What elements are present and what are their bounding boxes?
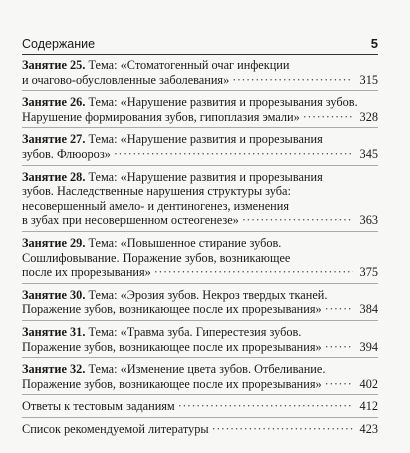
header-rule bbox=[22, 54, 378, 55]
toc-entry bbox=[22, 399, 378, 414]
toc-page-number: 423 bbox=[359, 421, 378, 436]
toc-entry-line bbox=[22, 325, 378, 340]
entry-divider bbox=[22, 357, 378, 358]
toc-entry-text: Тема: «Нарушение развития и прорезывания зубов. bbox=[88, 95, 358, 110]
toc-entry-line bbox=[22, 399, 378, 414]
toc-entry bbox=[22, 236, 378, 280]
lesson-label: Занятие 26. bbox=[22, 95, 86, 110]
toc-entry-line bbox=[22, 302, 378, 317]
toc-entry-line bbox=[22, 110, 378, 125]
toc-entry-text: Список рекомендуемой литературы bbox=[22, 421, 209, 436]
toc-entry-text: в зубах при несовершенном остеогенезе» bbox=[22, 213, 239, 228]
toc-entry bbox=[22, 325, 378, 354]
toc-page-number: 363 bbox=[359, 213, 378, 228]
toc-entry-line bbox=[22, 340, 378, 355]
toc-entry-line bbox=[22, 58, 378, 73]
toc-entry-text: зубов. Флюороз» bbox=[22, 146, 111, 161]
entry-divider bbox=[22, 127, 378, 128]
toc-entry-text: Ответы к тестовым заданиям bbox=[22, 399, 175, 414]
leader-dots bbox=[303, 110, 353, 125]
toc-entry-text: после их прорезывания» bbox=[22, 265, 151, 280]
leader-dots bbox=[325, 377, 353, 392]
entry-divider bbox=[22, 231, 378, 232]
toc-entry-line bbox=[22, 184, 378, 199]
toc-entry-line bbox=[22, 422, 378, 437]
toc-entry bbox=[22, 95, 378, 124]
toc-entry-text: Тема: «Изменение цвета зубов. Отбеливание. bbox=[88, 362, 326, 377]
lesson-label: Занятие 29. bbox=[22, 235, 86, 250]
toc-entry-line bbox=[22, 362, 378, 377]
toc-entry bbox=[22, 362, 378, 391]
toc-entry bbox=[22, 132, 378, 161]
toc-page-number: 315 bbox=[359, 72, 378, 87]
toc-page-number: 375 bbox=[359, 265, 378, 280]
toc-entry-text: Поражение зубов, возникающее после их прорезывания» bbox=[22, 376, 322, 391]
toc-entry-text: Нарушение формирования зубов, гипоплазия эмали» bbox=[22, 109, 300, 124]
leader-dots bbox=[232, 73, 353, 88]
toc-entry bbox=[22, 170, 378, 228]
lesson-label: Занятие 28. bbox=[22, 169, 86, 184]
toc-entry bbox=[22, 288, 378, 317]
toc-entry-text: зубов. Наследственные нарушения структуры зуба: bbox=[22, 184, 291, 199]
toc-entry-line bbox=[22, 251, 378, 266]
toc-entry-text: Тема: «Нарушение развития и прорезывания bbox=[88, 169, 323, 184]
lesson-label: Занятие 27. bbox=[22, 132, 86, 147]
toc-entry bbox=[22, 422, 378, 437]
toc-entry-text: Поражение зубов, возникающее после их прорезывания» bbox=[22, 339, 322, 354]
leader-dots bbox=[114, 147, 353, 162]
section-title: Содержание bbox=[22, 37, 96, 51]
toc-entry-line bbox=[22, 73, 378, 88]
toc-page-number: 345 bbox=[359, 146, 378, 161]
toc-entry-line bbox=[22, 132, 378, 147]
lesson-label: Занятие 30. bbox=[22, 287, 86, 302]
leader-dots bbox=[154, 265, 353, 280]
toc-entry-line bbox=[22, 95, 378, 110]
leader-dots bbox=[242, 213, 353, 228]
page-header bbox=[22, 36, 378, 51]
toc-entry-text: Тема: «Повышенное стирание зубов. bbox=[88, 235, 282, 250]
entry-divider bbox=[22, 283, 378, 284]
toc-page-number: 402 bbox=[359, 376, 378, 391]
leader-dots bbox=[178, 399, 353, 414]
toc-page-number: 384 bbox=[359, 302, 378, 317]
toc-entry-text: Поражение зубов, возникающее после их прорезывания» bbox=[22, 302, 322, 317]
entry-divider bbox=[22, 394, 378, 395]
toc-entry-line bbox=[22, 213, 378, 228]
lesson-label: Занятие 32. bbox=[22, 362, 86, 377]
toc-entry-line bbox=[22, 170, 378, 185]
entry-divider bbox=[22, 90, 378, 91]
toc-entry bbox=[22, 58, 378, 87]
toc-entry-line bbox=[22, 265, 378, 280]
lesson-label: Занятие 31. bbox=[22, 324, 86, 339]
leader-dots bbox=[325, 340, 353, 355]
leader-dots bbox=[212, 422, 353, 437]
toc-entry-text: Сошлифовывание. Поражение зубов, возникающее bbox=[22, 250, 291, 265]
toc-entry-text: Тема: «Нарушение развития и прорезывания bbox=[88, 132, 323, 147]
toc-page-number: 394 bbox=[359, 339, 378, 354]
toc-entry-text: Тема: «Травма зуба. Гиперестезия зубов. bbox=[88, 324, 302, 339]
entry-divider bbox=[22, 165, 378, 166]
toc-entry-text: Тема: «Стоматогенный очаг инфекции bbox=[88, 58, 290, 72]
toc-entry-line bbox=[22, 236, 378, 251]
toc-page-number: 412 bbox=[359, 399, 378, 414]
toc-entry-text: Тема: «Эрозия зубов. Некроз твердых тканей. bbox=[88, 287, 328, 302]
toc-page-number: 328 bbox=[359, 109, 378, 124]
page-number: 5 bbox=[370, 36, 378, 51]
toc-entry-line bbox=[22, 199, 378, 214]
toc-entry-text: несовершенный амело- и дентиногенез, изменения bbox=[22, 198, 289, 213]
entry-divider bbox=[22, 320, 378, 321]
toc-entry-line bbox=[22, 288, 378, 303]
leader-dots bbox=[325, 302, 353, 317]
toc-entry-line bbox=[22, 147, 378, 162]
toc-entry-text: и очагово-обусловленные заболевания» bbox=[22, 72, 230, 87]
entry-divider bbox=[22, 417, 378, 418]
toc-entry-line bbox=[22, 377, 378, 392]
table-of-contents bbox=[22, 58, 378, 436]
lesson-label: Занятие 25. bbox=[22, 58, 86, 72]
